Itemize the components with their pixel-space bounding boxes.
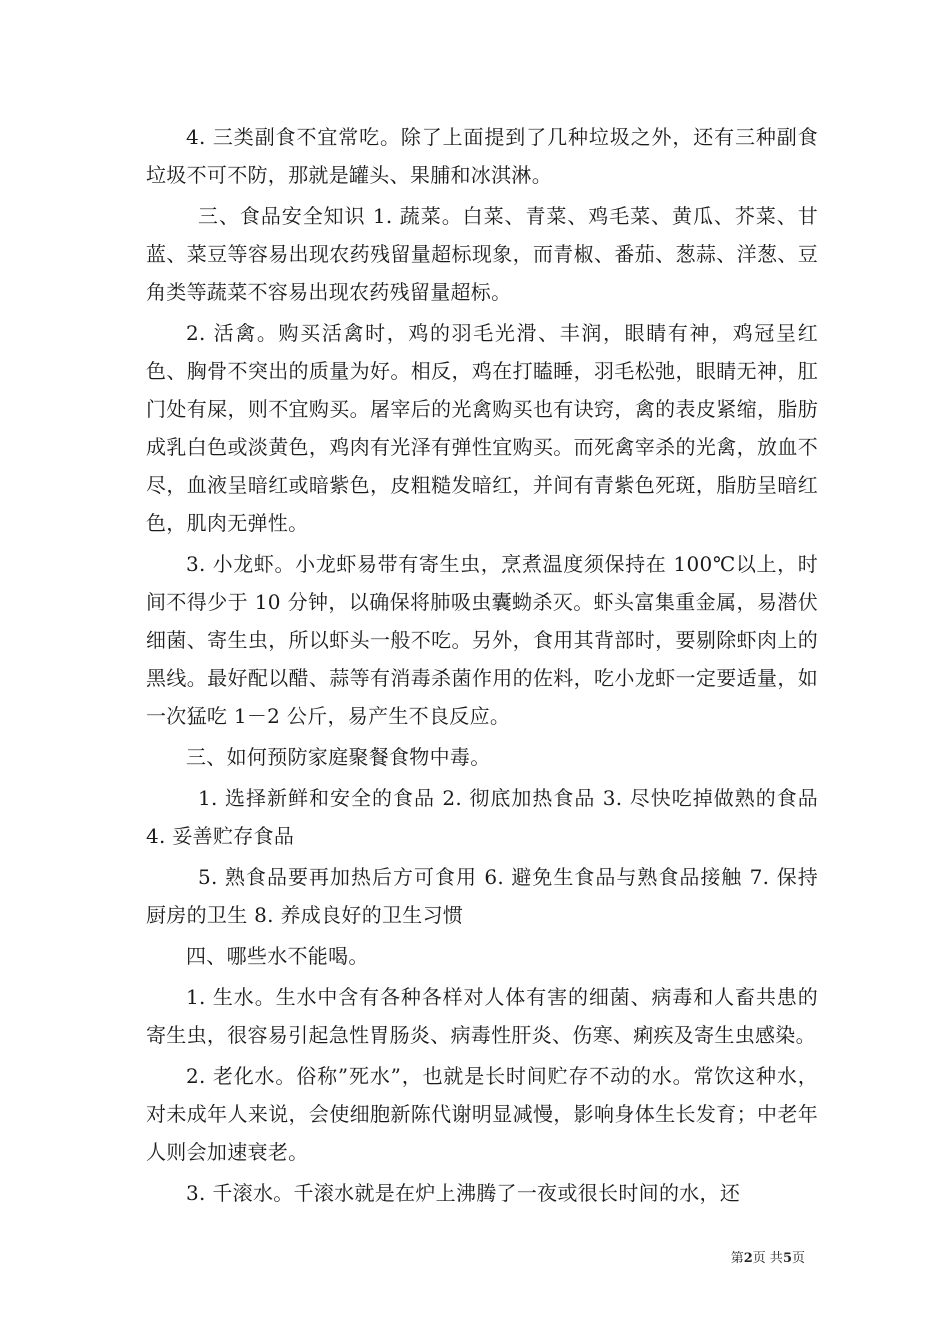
paragraph-stale-water: 2. 老化水。俗称”死水”，也就是长时间贮存不动的水。常饮这种水，对未成年人来说，会使细胞新陈代谢明显减慢，影响身体生长发育；中老年人则会加速衰老。	[146, 1064, 818, 1164]
page-number-footer	[0, 1247, 805, 1266]
paragraph-raw-water: 1. 生水。生水中含有各种各样对人体有害的细菌、病毒和人畜共患的寄生虫，很容易引起急性胃肠炎、病毒性肝炎、伤寒、痢疾及寄生虫感染。	[146, 985, 818, 1047]
document-body	[146, 118, 818, 1215]
footer-prefix: 第	[730, 1251, 744, 1266]
paragraph-crayfish: 3. 小龙虾。小龙虾易带有寄生虫，烹煮温度须保持在 100℃以上，时间不得少于 10 分钟，以确保将肺吸虫囊蚴杀灭。虾头富集重金属，易潜伏细菌、寄生虫，所以虾头一般不吃。另外，食用其背部时，要剔除虾肉上的黑线。最好配以醋、蒜等有消毒杀菌作用的佐料，吃小龙虾一定要适量，如一次猛吃 1－2 公斤，易产生不良反应。	[146, 552, 818, 728]
footer-middle: 页 共	[752, 1251, 783, 1266]
heading-prevent-poisoning: 三、如何预防家庭聚餐食物中毒。	[186, 745, 491, 769]
paragraph-canned-food: 4. 三类副食不宜常吃。除了上面提到了几种垃圾之外，还有三种副食垃圾不可不防，那就是罐头、果脯和冰淇淋。	[146, 125, 818, 187]
footer-current-page: 2	[743, 1251, 753, 1266]
paragraph-boiled-water: 3. 千滚水。千滚水就是在炉上沸腾了一夜或很长时间的水，还	[186, 1181, 741, 1205]
footer-total-pages: 5	[782, 1251, 792, 1266]
heading-water: 四、哪些水不能喝。	[186, 944, 369, 968]
paragraph-prevention-tips-2: 5. 熟食品要再加热后方可食用 6. 避免生食品与熟食品接触 7. 保持厨房的卫生 8. 养成良好的卫生习惯	[146, 865, 818, 927]
paragraph-poultry: 2. 活禽。购买活禽时，鸡的羽毛光滑、丰润，眼睛有神，鸡冠呈红色、胸骨不突出的质量为好。相反，鸡在打瞌睡，羽毛松弛，眼睛无神，肛门处有屎，则不宜购买。屠宰后的光禽购买也有诀窍，禽的表皮紧缩，脂肪成乳白色或淡黄色，鸡肉有光泽有弹性宜购买。而死禽宰杀的光禽，放血不尽，血液呈暗红或暗紫色，皮粗糙发暗红，并间有青紫色死斑，脂肪呈暗红色，肌肉无弹性。	[146, 321, 818, 535]
footer-suffix: 页	[791, 1251, 805, 1266]
paragraph-prevention-tips-1: 1. 选择新鲜和安全的食品 2. 彻底加热食品 3. 尽快吃掉做熟的食品 4. 妥善贮存食品	[146, 786, 818, 848]
paragraph-vegetables: 三、食品安全知识 1. 蔬菜。白菜、青菜、鸡毛菜、黄瓜、芥菜、甘蓝、菜豆等容易出现农药残留量超标现象，而青椒、番茄、葱蒜、洋葱、豆角类等蔬菜不容易出现农药残留量超标。	[146, 204, 818, 304]
